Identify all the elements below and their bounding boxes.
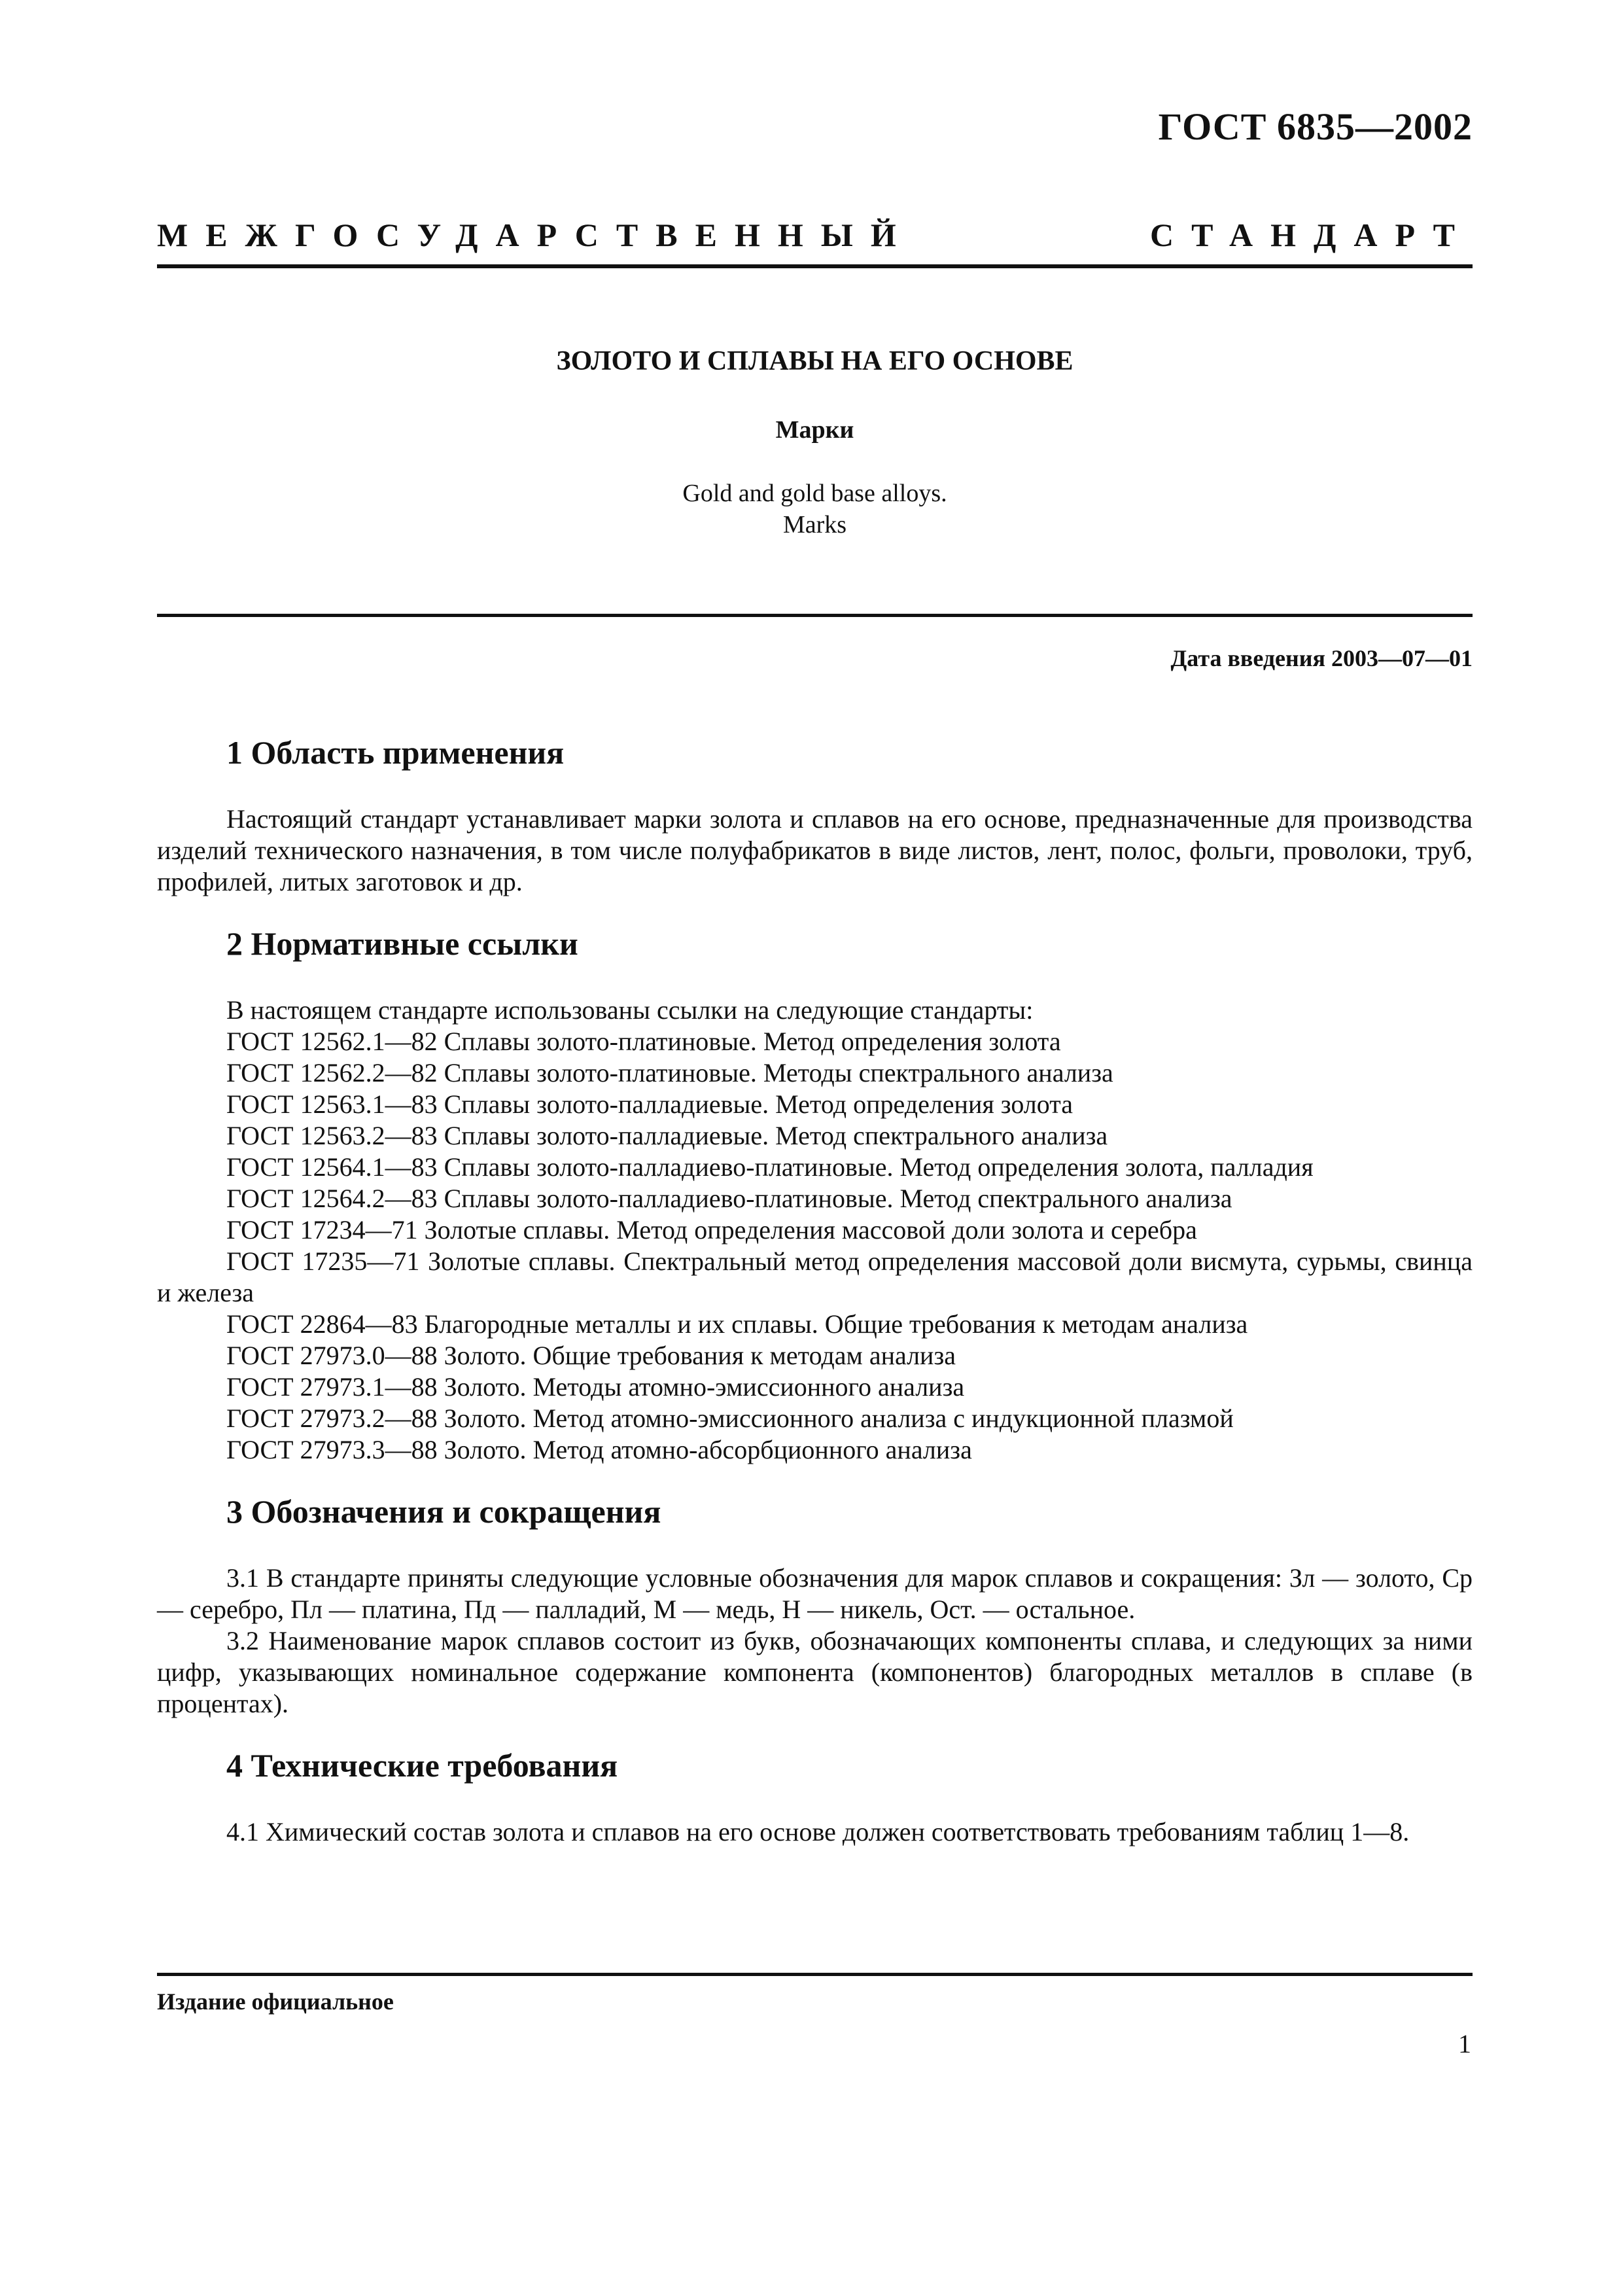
footer-rule [157,1973,1473,1976]
reference-item: ГОСТ 22864—83 Благородные металлы и их сплавы. Общие требования к методам анализа [226,1309,1248,1339]
english-title [157,478,1473,540]
section-3-paragraph-1: 3.1 В стандарте приняты следующие условные обозначения для марок сплавов и сокращения: Зл — золото, Ср — серебро, Пл — платина, Пд — палладий, М — медь, Н — никель, Ост. — остальное. [157,1563,1473,1624]
reference-item: ГОСТ 27973.3—88 Золото. Метод атомно-абсорбционного анализа [226,1435,972,1464]
reference-item: ГОСТ 17234—71 Золотые сплавы. Метод определения массовой доли золота и серебра [226,1215,1197,1245]
reference-item: ГОСТ 27973.0—88 Золото. Общие требования к методам анализа [226,1341,956,1370]
reference-item: ГОСТ 12562.1—82 Сплавы золото-платиновые. Метод определения золота [226,1027,1061,1056]
gost-number: ГОСТ 6835—2002 [1158,105,1473,148]
section-2-heading: 2 Нормативные ссылки [226,925,578,962]
section-1-text: Настоящий стандарт устанавливает марки золота и сплавов на его основе, предназначенные для производства изделий технического назначения, в том числе полуфабрикатов в виде листов, лент, полос, фольги, проволоки, труб, профилей, литых заготовок и др. [157,804,1473,896]
page-number: 1 [1458,2029,1471,2058]
document-subtitle: Марки [775,416,854,444]
reference-item: ГОСТ 12564.2—83 Сплавы золото-палладиево-платиновые. Метод спектрального анализа [226,1184,1232,1213]
reference-item: ГОСТ 27973.1—88 Золото. Методы атомно-эмиссионного анализа [226,1372,965,1402]
reference-item: ГОСТ 27973.2—88 Золото. Метод атомно-эмиссионного анализа с индукционной плазмой [226,1404,1234,1433]
section-1-heading: 1 Область применения [226,734,565,771]
section-3-heading: 3 Обозначения и сокращения [226,1493,661,1530]
title-rule [157,614,1473,617]
section-2-intro: В настоящем стандарте использованы ссылки на следующие стандарты: [226,995,1034,1025]
section-4-heading: 4 Технические требования [226,1747,618,1784]
banner-word-interstate: МЕЖГОСУДАРСТВЕННЫЙ [157,217,914,253]
reference-item: ГОСТ 12563.2—83 Сплавы золото-палладиевые. Метод спектрального анализа [226,1121,1108,1150]
reference-item: ГОСТ 17235—71 Золотые сплавы. Спектральный метод определения массовой доли висмута, сурьмы, свинца и железа [157,1246,1473,1307]
official-edition-label: Издание официальное [157,1988,394,2015]
reference-item: ГОСТ 12562.2—82 Сплавы золото-платиновые. Методы спектрального анализа [226,1058,1113,1087]
english-title-line2: Marks [782,511,847,539]
section-3-paragraph-2: 3.2 Наименование марок сплавов состоит из букв, обозначающих компоненты сплава, и следующих за ними цифр, указывающих номинальное содержание компонента (компонентов) благородных металлов в сплаве (в процентах). [157,1626,1473,1718]
reference-item: ГОСТ 12563.1—83 Сплавы золото-палладиевые. Метод определения золота [226,1089,1073,1119]
introduction-date: Дата введения 2003—07—01 [1170,645,1473,671]
document-title: ЗОЛОТО И СПЛАВЫ НА ЕГО ОСНОВЕ [556,346,1073,376]
interstate-standard-banner [157,216,1473,254]
english-title-line1: Gold and gold base alloys. [682,480,947,507]
document-body [157,733,1473,1848]
banner-word-standard: СТАНДАРТ [1150,217,1473,253]
header-rule [157,264,1473,268]
reference-item: ГОСТ 12564.1—83 Сплавы золото-палладиево-платиновые. Метод определения золота, палладия [226,1152,1314,1182]
section-4-paragraph-1: 4.1 Химический состав золота и сплавов на его основе должен соответствовать требованиям таблиц 1—8. [226,1817,1410,1846]
